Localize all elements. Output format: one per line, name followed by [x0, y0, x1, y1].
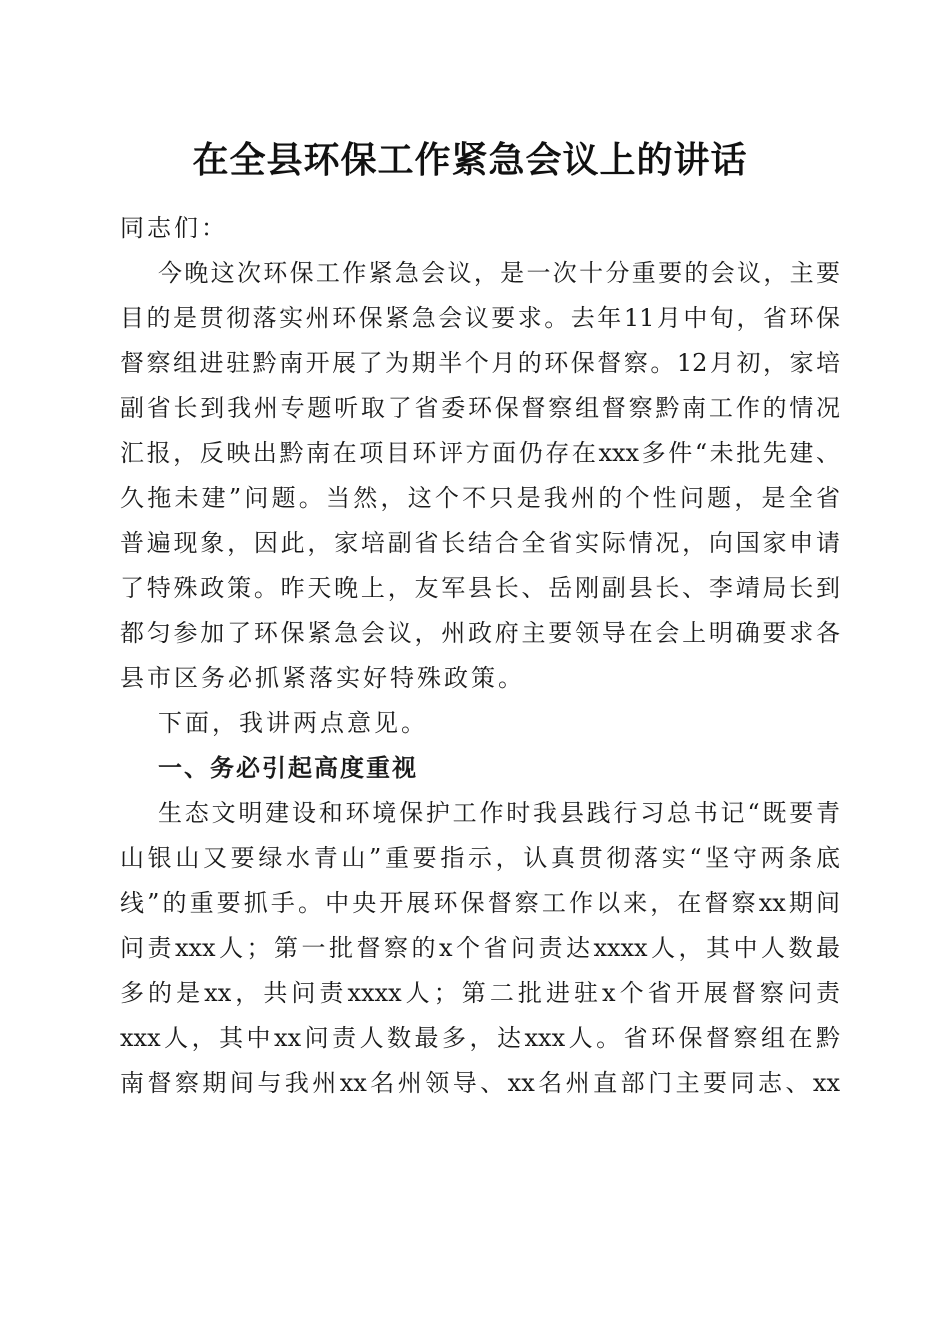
text-line: 都匀参加了环保紧急会议，州政府主要领导在会上明确要求各 — [120, 619, 840, 647]
text-line: 今晚这次环保工作紧急会议，是一次十分重要的会议，主要 — [158, 259, 840, 287]
text-line: 目的是贯彻落实州环保紧急会议要求。去年11月中旬，省环保 — [120, 304, 840, 332]
salutation: 同志们： — [120, 214, 228, 242]
text-line: 汇报，反映出黔南在项目环评方面仍存在xxx多件“未批先建、 — [120, 439, 840, 467]
text-line: 线”的重要抓手。中央开展环保督察工作以来，在督察xx期间 — [120, 889, 840, 917]
document-title: 在全县环保工作紧急会议上的讲话 — [192, 139, 748, 181]
text-line: 生态文明建设和环境保护工作时我县践行习总书记“既要青 — [158, 799, 840, 827]
text-line: 县市区务必抓紧落实好特殊政策。 — [120, 664, 525, 692]
text-line: 问责xxx人；第一批督察的x个省问责达xxxx人，其中人数最 — [120, 934, 840, 962]
paragraph-transition: 下面，我讲两点意见。 — [158, 709, 428, 737]
text-line: 南督察期间与我州xx名州领导、xx名州直部门主要同志、xx — [120, 1069, 840, 1097]
text-line: xxx人，其中xx问责人数最多，达xxx人。省环保督察组在黔 — [120, 1024, 840, 1052]
text-line: 久拖未建”问题。当然，这个不只是我州的个性问题，是全省 — [120, 484, 840, 512]
paragraph-section1 — [120, 791, 840, 1106]
text-line: 副省长到我州专题听取了省委环保督察组督察黔南工作的情况 — [120, 394, 840, 422]
text-line: 了特殊政策。昨天晚上，友军县长、岳刚副县长、李靖局长到 — [120, 574, 840, 602]
text-line: 普遍现象，因此，家培副省长结合全省实际情况，向国家申请 — [120, 529, 840, 557]
paragraph-intro — [120, 251, 840, 701]
document-body — [120, 206, 840, 1106]
text-line: 多的是xx，共问责xxxx人；第二批进驻x个省开展督察问责 — [120, 979, 840, 1007]
text-line: 山银山又要绿水青山”重要指示，认真贯彻落实“坚守两条底 — [120, 844, 840, 872]
section-heading: 一、务必引起高度重视 — [158, 754, 418, 782]
text-line: 督察组进驻黔南开展了为期半个月的环保督察。12月初，家培 — [120, 349, 840, 377]
